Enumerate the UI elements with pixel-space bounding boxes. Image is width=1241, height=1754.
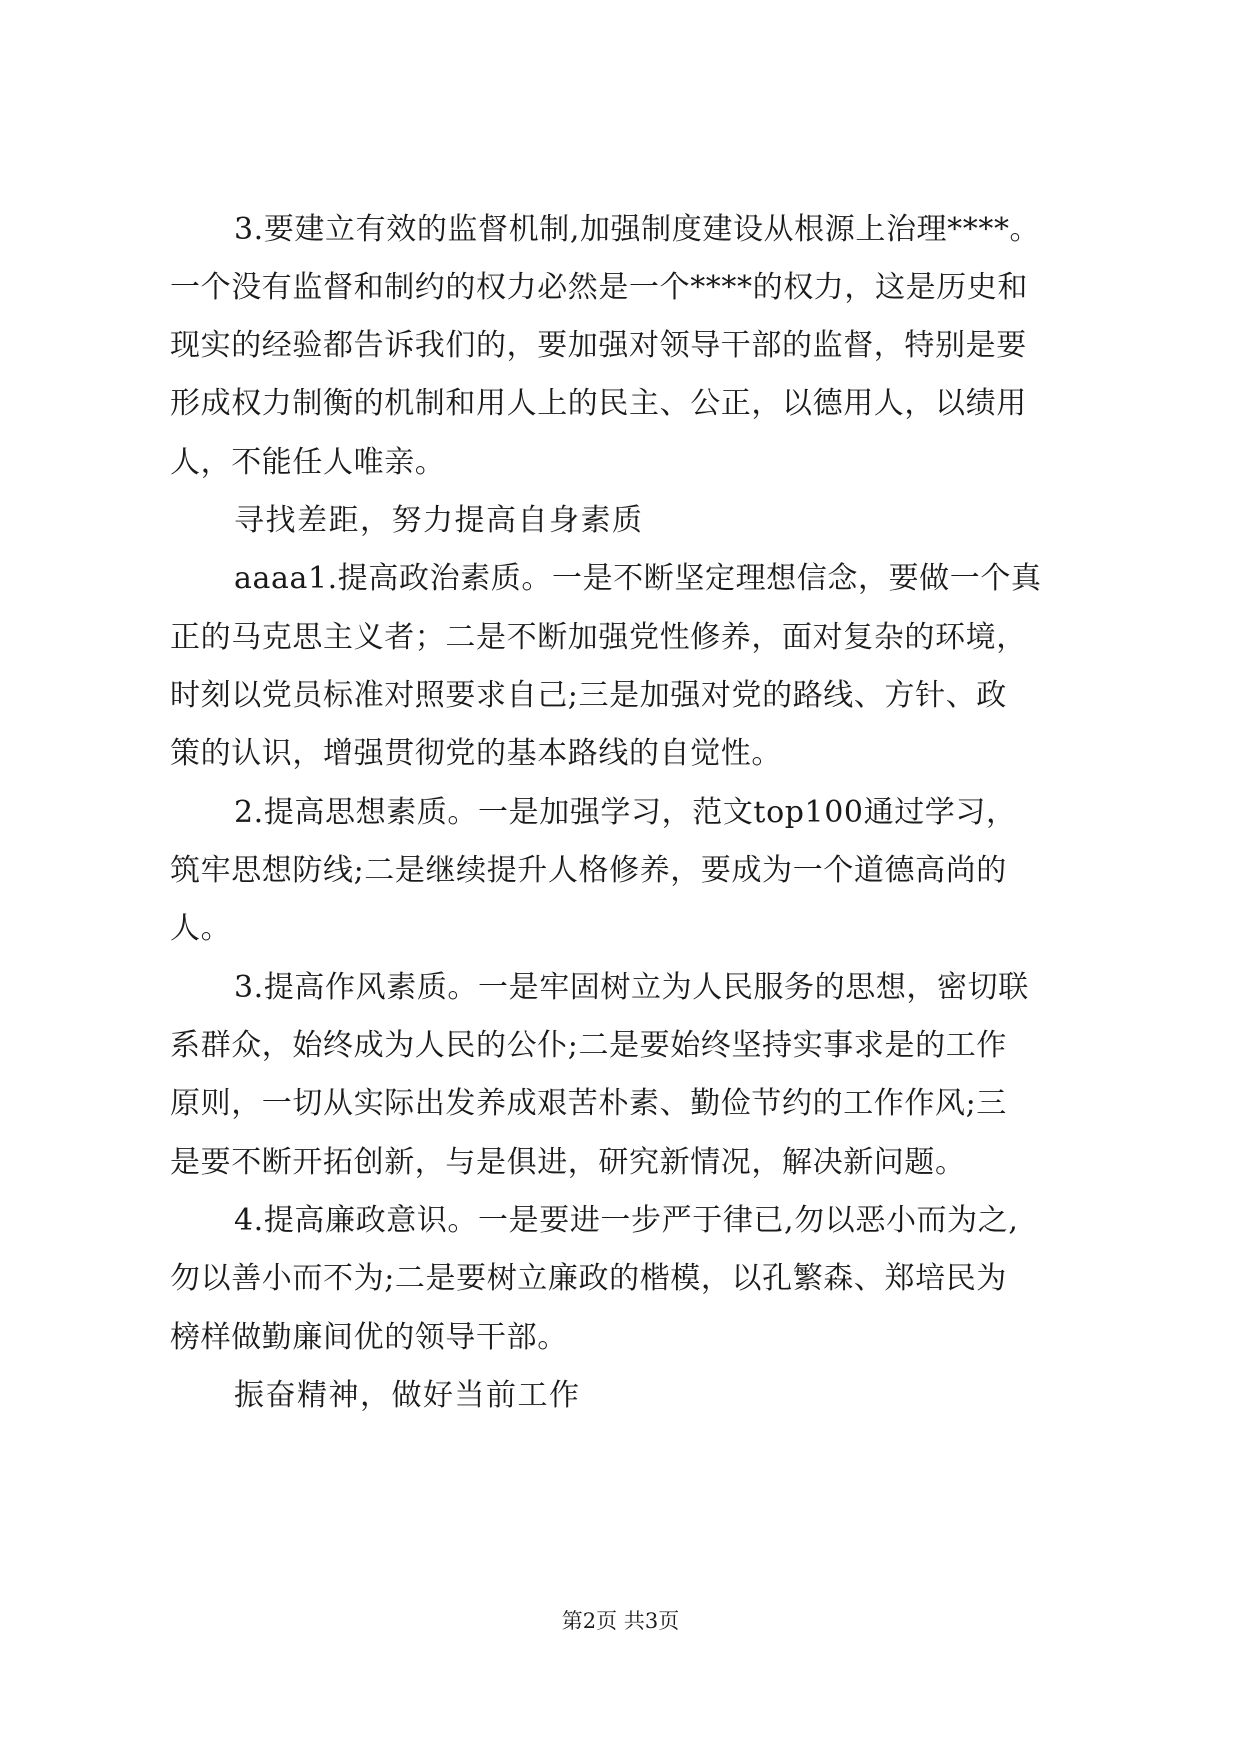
section-heading: 寻找差距，努力提高自身素质	[234, 503, 644, 538]
text-line: aaaa1.提高政治素质。一是不断坚定理想信念，要做一个真	[234, 561, 1042, 596]
text-line: 筑牢思想防线;二是继续提升人格修养，要成为一个道德高尚的	[170, 853, 1007, 888]
text-line: 原则，一切从实际出发养成艰苦朴素、勤俭节约的工作作风;三	[170, 1086, 1007, 1121]
text-line: 时刻以党员标准对照要求自己;三是加强对党的路线、方针、政	[170, 678, 1007, 713]
text-line: 正的马克思主义者；二是不断加强党性修养，面对复杂的环境，	[170, 620, 1027, 655]
page-number-footer: 第2页 共3页	[561, 1609, 680, 1633]
text-line: 策的认识，增强贯彻党的基本路线的自觉性。	[170, 736, 782, 771]
text-line: 人，不能任人唯亲。	[170, 445, 446, 480]
text-line: 系群众，始终成为人民的公仆;二是要始终坚持实事求是的工作	[170, 1028, 1007, 1063]
text-line: 一个没有监督和制约的权力必然是一个****的权力，这是历史和	[170, 270, 1028, 305]
section-heading: 振奋精神，做好当前工作	[234, 1378, 581, 1413]
text-line: 形成权力制衡的机制和用人上的民主、公正，以德用人，以绩用	[170, 386, 1027, 421]
text-line: 人。	[170, 911, 232, 946]
text-line: 3.要建立有效的监督机制,加强制度建设从根源上治理****。	[234, 212, 1041, 247]
text-line: 4.提高廉政意识。一是要进一步严于律已,勿以恶小而为之,	[234, 1203, 1019, 1238]
text-line: 3.提高作风素质。一是牢固树立为人民服务的思想，密切联	[234, 970, 1029, 1005]
text-line: 勿以善小而不为;二是要树立廉政的楷模，以孔繁森、郑培民为	[170, 1261, 1007, 1296]
text-line: 2.提高思想素质。一是加强学习，范文top100通过学习，	[234, 795, 1017, 830]
text-line: 现实的经验都告诉我们的，要加强对领导干部的监督，特别是要	[170, 328, 1027, 363]
text-line: 是要不断开拓创新，与是俱进，研究新情况，解决新问题。	[170, 1145, 966, 1180]
text-line: 榜样做勤廉间优的领导干部。	[170, 1320, 568, 1355]
